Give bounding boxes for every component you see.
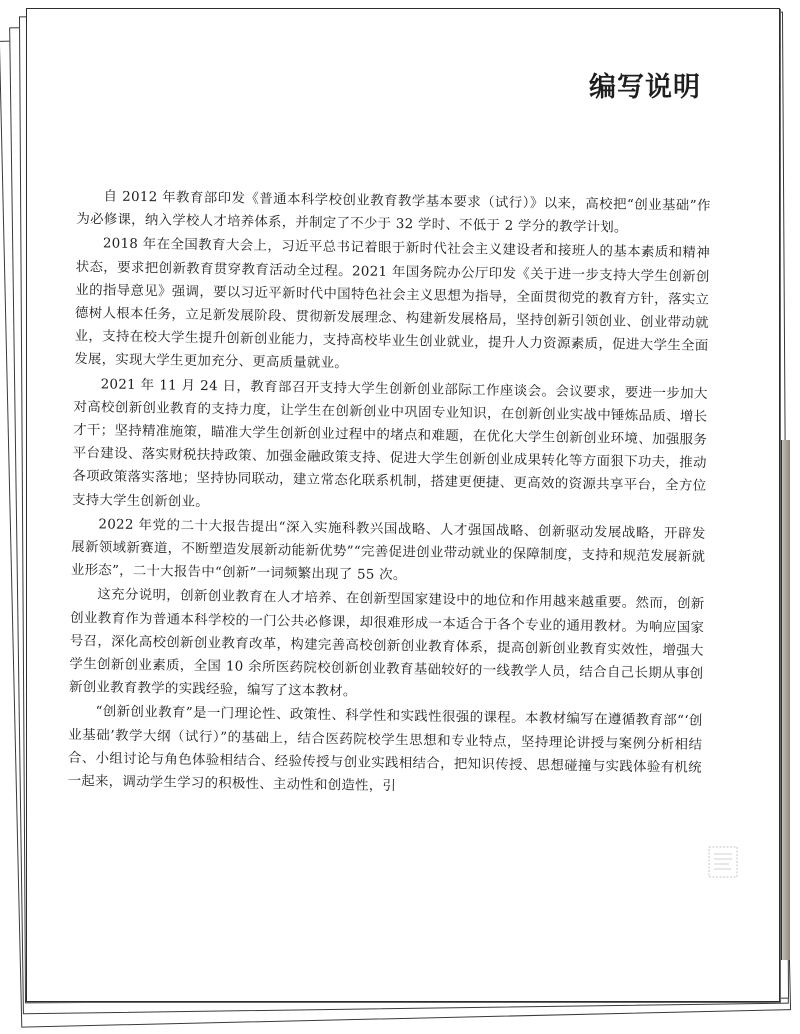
document-page <box>26 8 780 1002</box>
paragraph-2: 2018 年在全国教育大会上，习近平总书记着眼于新时代社会主义建设者和接班人的基本素质和精神状态，要求把创新教育贯穿教育活动全过程。2021 年国务院办公厅印发《关于进一步支持大学生创新创业的指导意见》强调，要以习近平新时代中国特色社会主义思想为指导，全面贯彻党的教育方针，落实立德树人根本任务，立足新发展阶段、贯彻新发展理念、构建新发展格局，坚持创新引领创业、创业带动就业，支持在校大学生提升创新创业能力，支持高校毕业生创业就业，提升人力资源素质，促进大学生全面发展，实现大学生更加充分、更高质量就业。 <box>74 236 711 372</box>
paragraph-4: 2022 年党的二十大报告提出“深入实施科教兴国战略、人才强国战略、创新驱动发展战略，开辟发展新领域新赛道，不断塑造发展新动能新优势”“完善促进创业带动就业的保障制度，支持和规范发展新就业形态”，二十大报告中“创新”一词频繁出现了 55 次。 <box>70 517 706 584</box>
faint-stamp-icon <box>707 845 739 879</box>
body-text <box>67 185 710 804</box>
page-content <box>27 9 779 1001</box>
paragraph-3: 2021 年 11 月 24 日，教育部召开支持大学生创新创业部际工作座谈会。会议要求，要进一步加大对高校创新创业教育的支持力度，让学生在创新创业中巩固专业知识，在创新创业实战中锤炼品质、增长才干；坚持精准施策，瞄准大学生创新创业过程中的堵点和难题，在优化大学生创新创业环境、加强服务平台建设、落实财税扶持政策、加强金融政策支持、促进大学生创新创业成果转化等方面狠下功夫，推动各项政策落实落地；坚持协同联动，建立常态化联系机制，搭建更便捷、更高效的资源共享平台，全方位支持大学生创新创业。 <box>71 377 708 510</box>
page-title: 编写说明 <box>589 72 701 103</box>
back-page-edge <box>781 440 790 960</box>
paragraph-1: 自 2012 年教育部印发《普通本科学校创业教育教学基本要求（试行）》以来，高校把“创业基础”作为必修课，纳入学校人才培养体系，并制定了不少于 32 学时、不低于 2 学分的教学计划。 <box>76 189 711 236</box>
paragraph-6: “创新创业教育”是一门理论性、政策性、科学性和实践性很强的课程。本教材编写在遵循教育部“‘创业基础’教学大纲（试行）”的基础上，结合医药院校学生思想和专业特点，坚持理论讲授与案例分析相结合、小组讨论与角色体验相结合、经验传授与创业实践相结合，把知识传授、思想碰撞与实践体验有机统一起来，调动学生学习的积极性、主动性和创造性，引 <box>67 704 703 795</box>
paragraph-5: 这充分说明，创新创业教育在人才培养、在创新型国家建设中的地位和作用越来越重要。然而，创新创业教育作为普通本科学校的一门公共必修课，却很难形成一本适合于各个专业的通用教材。为响应国家号召，深化高校创新创业教育改革，构建完善高校创新创业教育体系，提高创新创业教育实效性，增强大学生创新创业素质，全国 10 余所医药院校创新创业教育基础较好的一线教学人员，结合自己长期从事创新创业教育教学的实践经验，编写了这本教材。 <box>68 587 705 700</box>
